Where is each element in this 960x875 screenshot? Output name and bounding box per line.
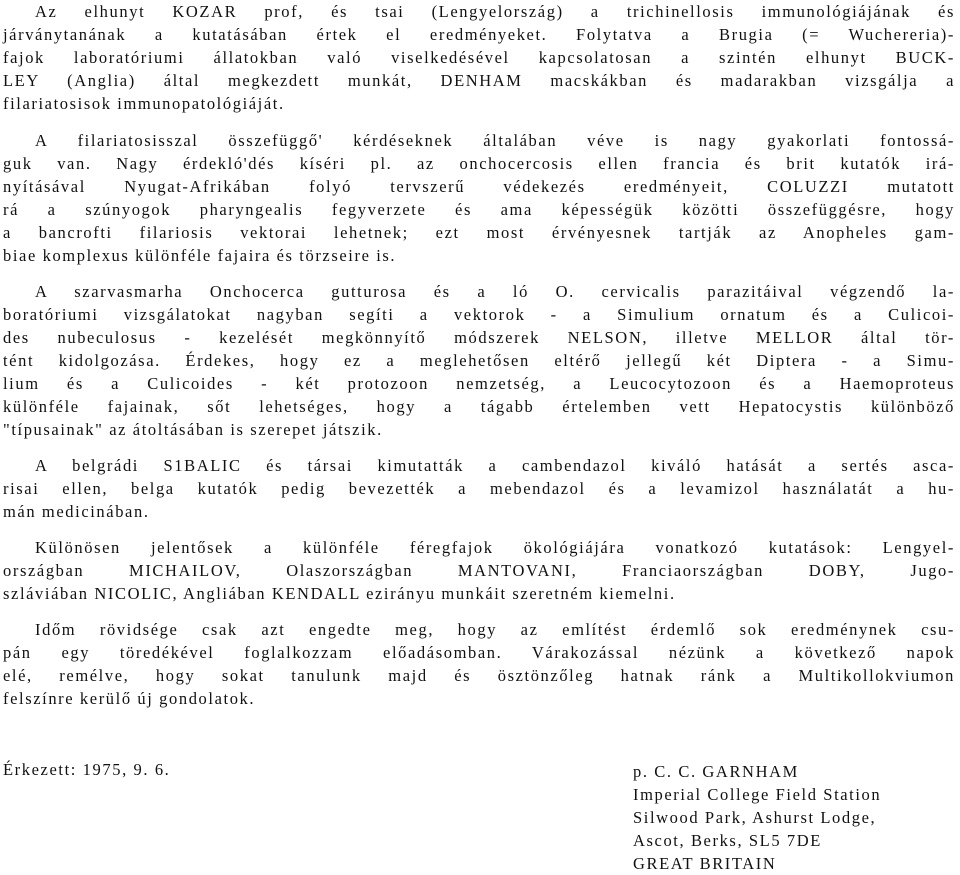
text-line: A belgrádi S1BALIC és társai kimutatták a cambendazol kiváló hatását a sertés asca- xyxy=(35,456,955,475)
text-line: mán medicinában. xyxy=(3,502,150,521)
text-line: Az elhunyt KOZAR prof, és tsai (Lengyelország) a trichinellosis immunológiájának és xyxy=(35,2,955,21)
text-line: fajok laboratóriumi állatokban való viselkedésével kapcsolatosan a szintén elhunyt BUCK- xyxy=(3,48,955,67)
text-line: különféle fajainak, sőt lehetséges, hogy a tágabb értelemben vett Hepatocystis különböző xyxy=(3,397,955,416)
text-line: risai ellen, belga kutatók pedig bevezették a mebendazol és a levamizol használatát a hu- xyxy=(3,479,955,498)
author-address-line: Silwood Park, Ashurst Lodge, xyxy=(633,808,877,827)
text-line: tént kidolgozása. Érdekes, hogy ez a meglehetősen eltérő jellegű két Diptera - a Simu- xyxy=(3,351,955,370)
text-line: felszínre kerülő új gondolatok. xyxy=(3,689,256,708)
received-date: Érkezett: 1975, 9. 6. xyxy=(3,760,171,779)
author-signature-block xyxy=(633,760,881,875)
text-line: rá a szúnyogok pharyngealis fegyverzete és ama képességük közötti összefüggésre, hogy xyxy=(3,200,955,219)
text-line: A filariatosisszal összefüggő' kérdéseknek általában véve is nagy gyakorlati fontossá- xyxy=(35,131,955,150)
text-line: A szarvasmarha Onchocerca gutturosa és a ló O. cervicalis parazitáival végzendő la- xyxy=(35,282,955,301)
text-line: guk van. Nagy érdekló'dés kíséri pl. az onchocercosis ellen francia és brit kutatók irá- xyxy=(3,154,955,173)
text-line: pán egy töredékével foglalkozzam előadásomban. Várakozással nézünk a következő napok xyxy=(3,643,955,662)
text-line: a bancrofti filariosis vektorai lehetnek; ezt most érvényesnek tartják az Anopheles gam- xyxy=(3,223,955,242)
text-line: Időm rövidsége csak azt engedte meg, hogy az említést érdemlő sok eredménynek csu- xyxy=(35,620,955,639)
text-line: LEY (Anglia) által megkezdett munkát, DENHAM macskákban és madarakban vizsgálja a xyxy=(3,71,955,90)
text-line: járványtanának a kutatásában értek el eredményeket. Folytatva a Brugia (= Wuchereria)- xyxy=(3,25,955,44)
text-line: "típusainak" az átoltásában is szerepet játszik. xyxy=(3,420,383,439)
text-line: filariatosisok immunopatológiáját. xyxy=(3,94,285,113)
text-line: szláviában NICOLIC, Angliában KENDALL ezirányu munkáit szeretném kiemelni. xyxy=(3,584,676,603)
author-address-line: Ascot, Berks, SL5 7DE xyxy=(633,831,822,850)
text-line: országban MICHAILOV, Olaszországban MANTOVANI, Franciaországban DOBY, Jugo- xyxy=(3,561,955,580)
text-line: biae komplexus különféle fajaira és törzseire is. xyxy=(3,246,397,265)
author-name: p. C. C. GARNHAM xyxy=(633,762,799,781)
text-line: boratóriumi vizsgálatokat nagyban segíti a vektorok - a Simulium ornatum és a Culicoi- xyxy=(3,305,955,324)
text-line: elé, remélve, hogy sokat tanulunk majd és ösztönzőleg hatnak ránk a Multikollokviumon xyxy=(3,666,955,685)
text-line: lium és a Culicoides - két protozoon nemzetség, a Leucocytozoon és a Haemoproteus xyxy=(3,374,955,393)
text-line: nyításával Nyugat-Afrikában folyó tervszerű védekezés eredményeit, COLUZZI mutatott xyxy=(3,177,955,196)
author-affiliation: Imperial College Field Station xyxy=(633,785,882,804)
text-line: Különösen jelentősek a különféle féregfajok ökológiájára vonatkozó kutatások: Lengyel- xyxy=(35,538,955,557)
author-country: GREAT BRITAIN xyxy=(633,854,777,873)
text-line: des nubeculosus - kezelését megkönnyítő módszerek NELSON, illetve MELLOR által tör- xyxy=(3,328,955,347)
